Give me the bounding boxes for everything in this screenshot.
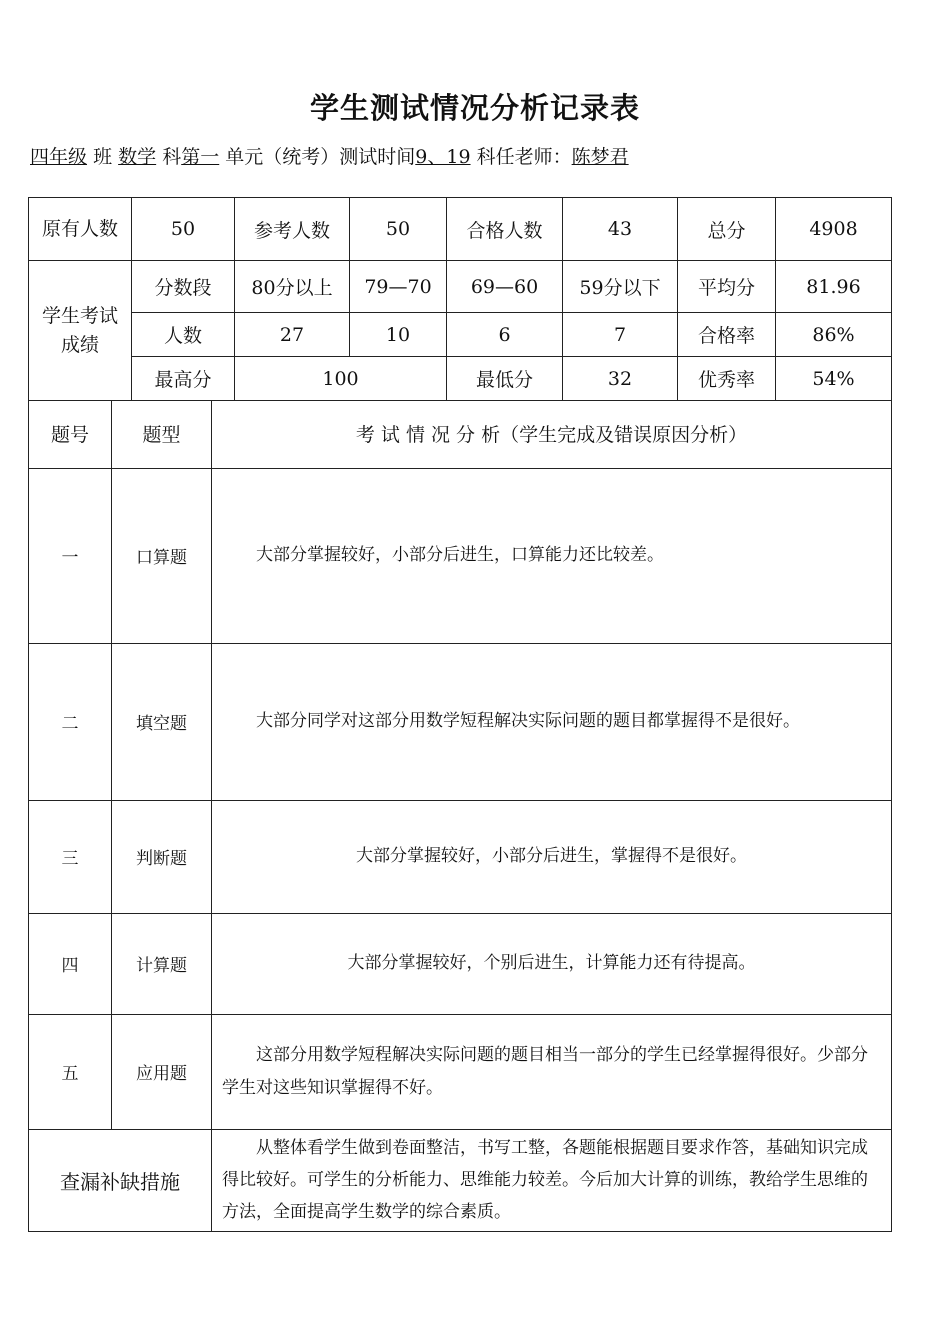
subject: 数学 — [118, 146, 157, 168]
class-label: 班 — [93, 146, 113, 168]
range-label: 分数段 — [132, 261, 235, 313]
range-cell: 69—60 — [447, 261, 563, 313]
grade: 四年级 — [30, 146, 88, 168]
total-label: 总分 — [678, 198, 776, 261]
subject-label: 科 — [162, 146, 182, 168]
question-type: 口算题 — [112, 468, 212, 643]
unit-label: 单元（统考）测试时间 — [225, 146, 416, 168]
total-score: 4908 — [776, 198, 892, 261]
question-type: 计算题 — [112, 913, 212, 1014]
question-no: 一 — [29, 468, 112, 643]
analysis-text: 大部分掌握较好，小部分后进生，掌握得不是很好。 — [212, 800, 892, 913]
count-cell: 6 — [447, 313, 563, 357]
analysis-text: 这部分用数学短程解决实际问题的题目相当一部分的学生已经掌握得很好。少部分学生对这些知识掌握得不好。 — [212, 1014, 892, 1129]
question-type: 填空题 — [112, 643, 212, 800]
analysis-table — [28, 400, 892, 1232]
header-analysis: 考 试 情 况 分 析（学生完成及错误原因分析） — [212, 400, 892, 468]
participants-count: 50 — [350, 198, 447, 261]
measures-text: 从整体看学生做到卷面整洁，书写工整，各题能根据题目要求作答，基础知识完成得比较好。可学生的分析能力、思维能力较差。今后加大计算的训练，教给学生思维的方法，全面提高学生数学的综合素质。 — [212, 1129, 892, 1231]
analysis-text: 大部分掌握较好，个别后进生，计算能力还有待提高。 — [212, 913, 892, 1014]
question-no: 三 — [29, 800, 112, 913]
question-no: 二 — [29, 643, 112, 800]
header-no: 题号 — [29, 400, 112, 468]
max-score: 100 — [235, 357, 447, 401]
pass-rate-label: 合格率 — [678, 313, 776, 357]
original-count: 50 — [132, 198, 235, 261]
max-label: 最高分 — [132, 357, 235, 401]
question-type: 应用题 — [112, 1014, 212, 1129]
count-cell: 27 — [235, 313, 350, 357]
pass-rate: 86% — [776, 313, 892, 357]
range-cell: 80分以上 — [235, 261, 350, 313]
analysis-text: 大部分掌握较好，小部分后进生，口算能力还比较差。 — [212, 468, 892, 643]
teacher-name: 陈梦君 — [571, 146, 629, 168]
participants-label: 参考人数 — [235, 198, 350, 261]
count-cell: 10 — [350, 313, 447, 357]
measures-label: 查漏补缺措施 — [29, 1129, 212, 1231]
min-label: 最低分 — [447, 357, 563, 401]
passed-count: 43 — [563, 198, 678, 261]
header-type: 题型 — [112, 400, 212, 468]
excellent-rate: 54% — [776, 357, 892, 401]
page-title: 学生测试情况分析记录表 — [309, 91, 640, 125]
passed-label: 合格人数 — [447, 198, 563, 261]
test-date: 9、19 — [415, 146, 471, 168]
question-type: 判断题 — [112, 800, 212, 913]
score-summary-table — [28, 197, 892, 401]
question-no: 四 — [29, 913, 112, 1014]
analysis-text: 大部分同学对这部分用数学短程解决实际问题的题目都掌握得不是很好。 — [212, 643, 892, 800]
range-cell: 79—70 — [350, 261, 447, 313]
scores-label: 学生考试成绩 — [29, 261, 132, 401]
original-count-label: 原有人数 — [29, 198, 132, 261]
teacher-label: 科任老师： — [476, 146, 572, 168]
range-cell: 59分以下 — [563, 261, 678, 313]
header-info-line — [30, 142, 629, 169]
avg-label: 平均分 — [678, 261, 776, 313]
unit: 第一 — [181, 146, 220, 168]
count-label: 人数 — [132, 313, 235, 357]
avg-score: 81.96 — [776, 261, 892, 313]
min-score: 32 — [563, 357, 678, 401]
excellent-label: 优秀率 — [678, 357, 776, 401]
count-cell: 7 — [563, 313, 678, 357]
question-no: 五 — [29, 1014, 112, 1129]
